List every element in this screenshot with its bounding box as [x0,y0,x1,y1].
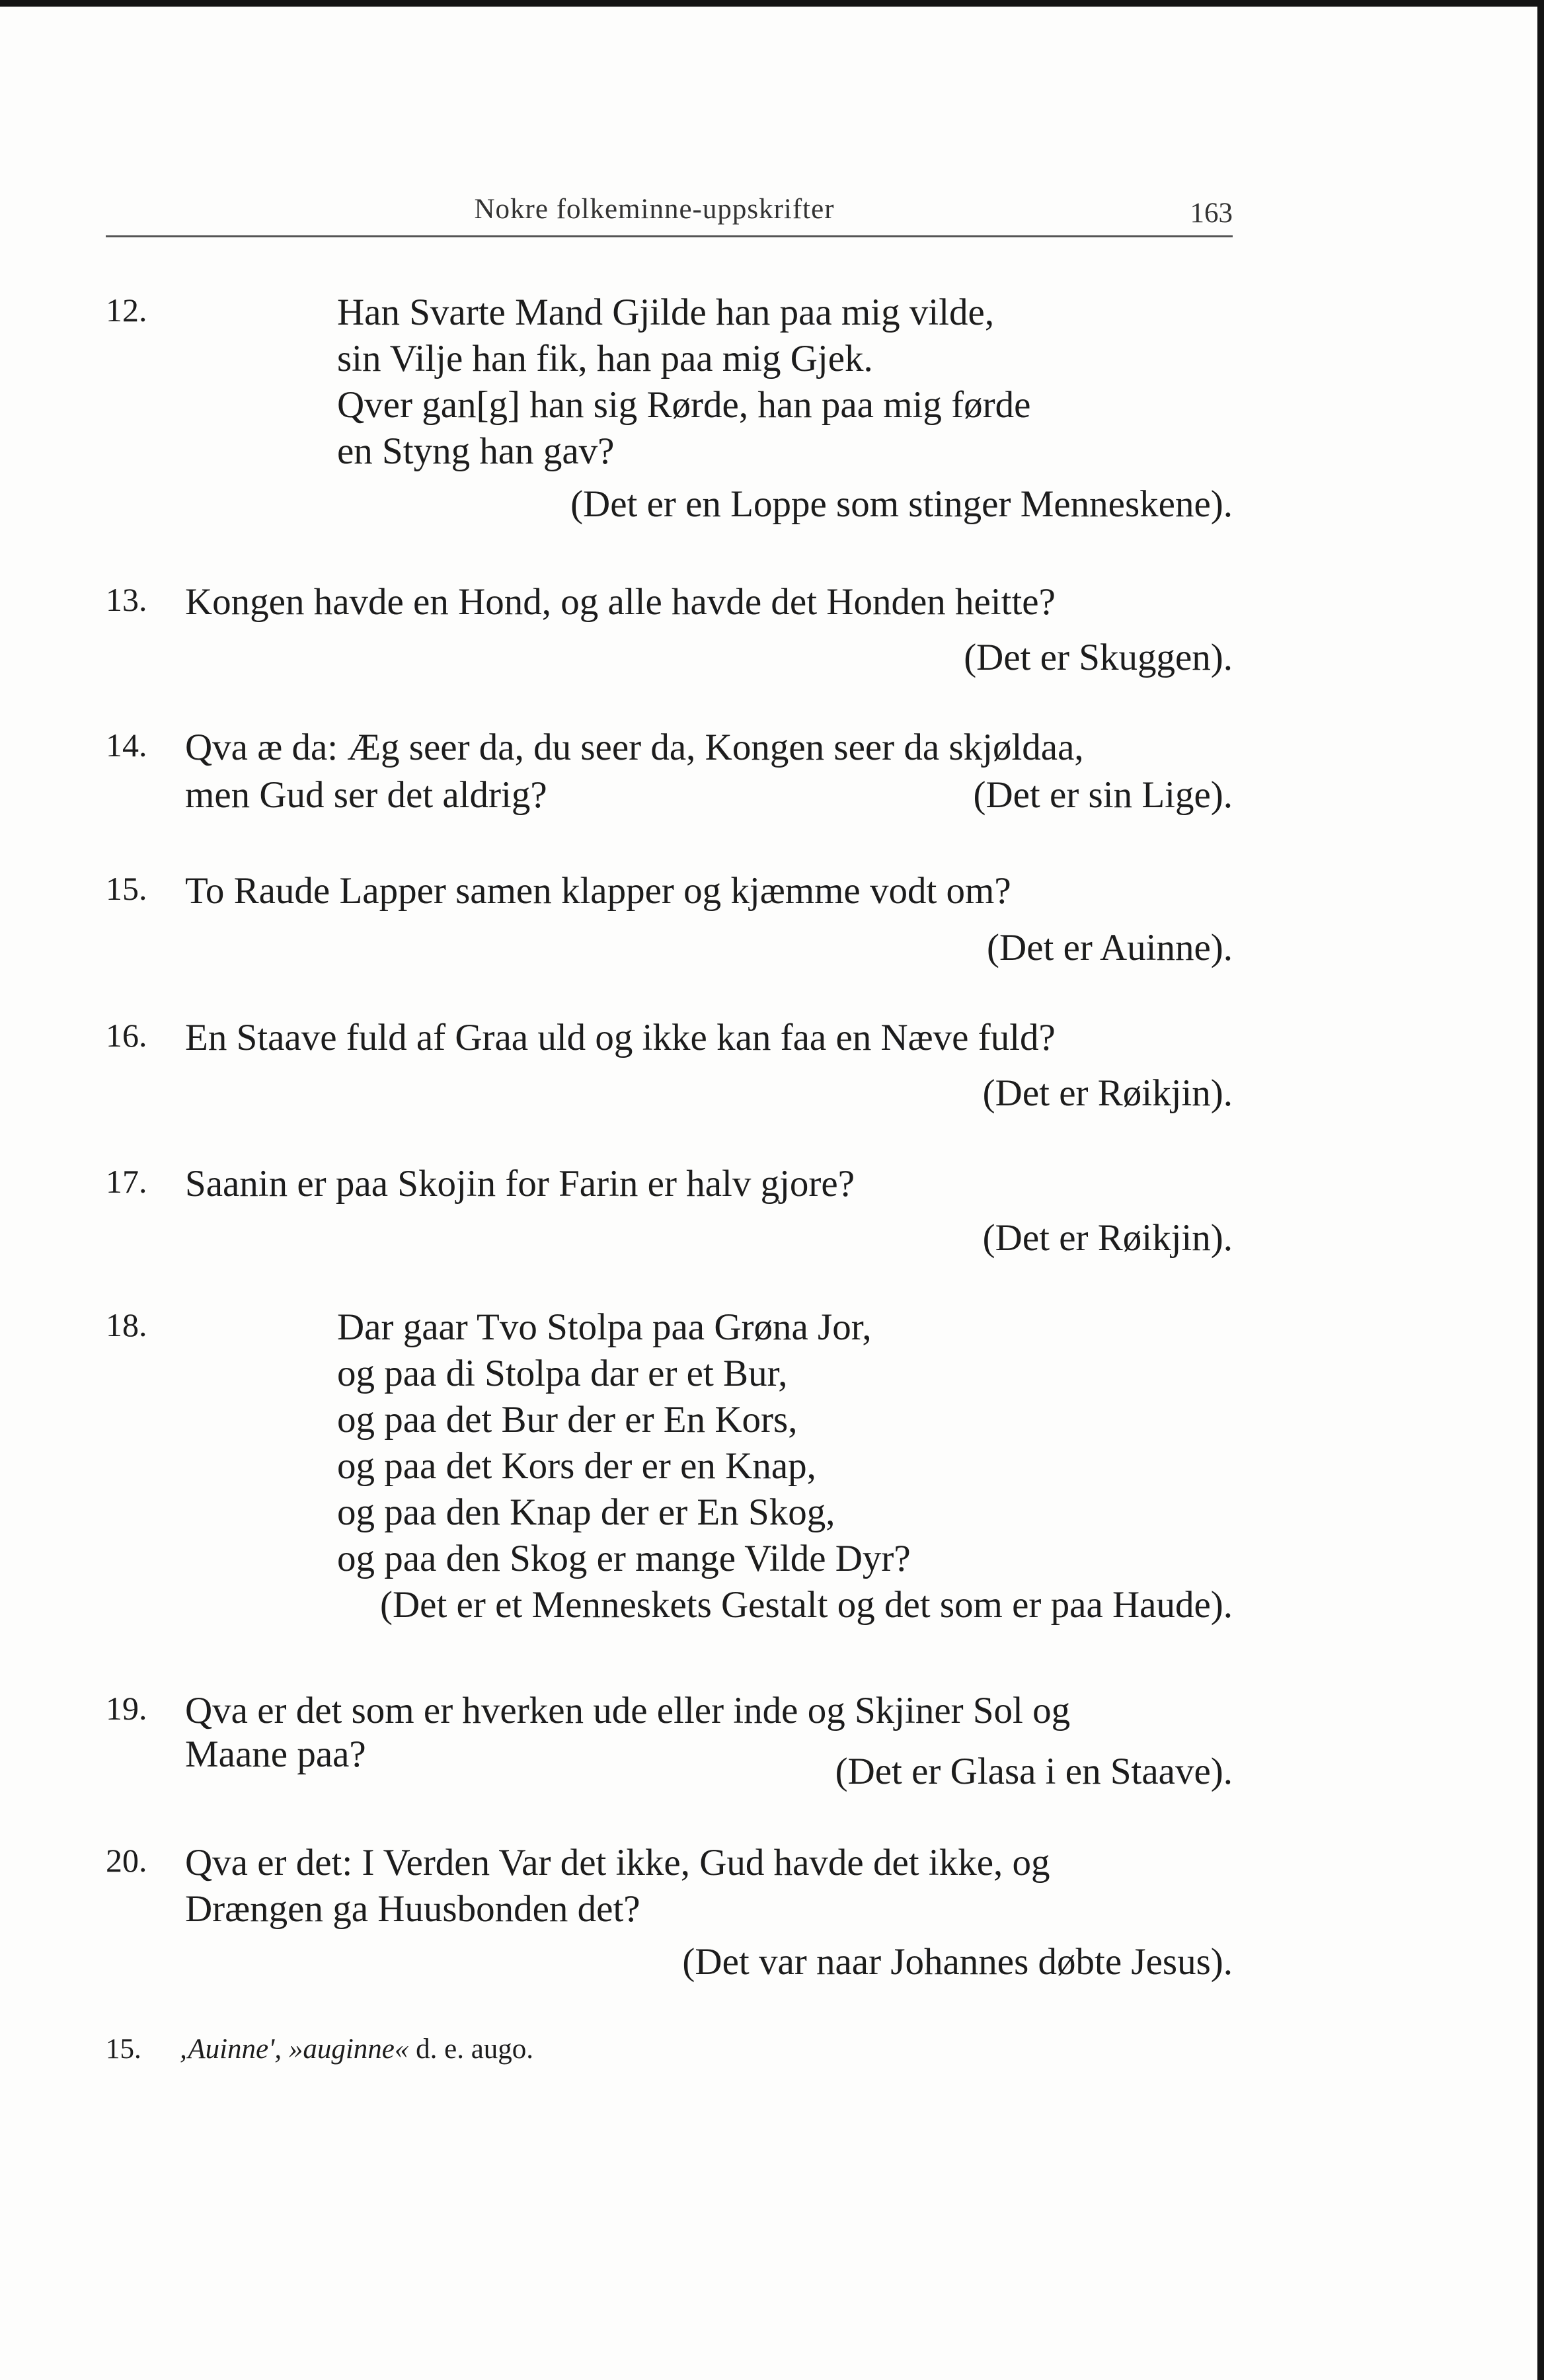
riddle-line: og paa det Bur der er En Kors, [337,1399,798,1441]
riddle-line: Qva æ da: Æg seer da, du seer da, Kongen seer da skjøldaa, [185,727,1084,768]
page-number: 163 [1190,198,1233,229]
riddle-number: 19. [106,1690,147,1727]
riddle-line: Saanin er paa Skojin for Farin er halv gjore? [185,1163,855,1205]
riddle-line: og paa den Skog er mange Vilde Dyr? [337,1538,911,1579]
riddle-18 [106,1306,1233,1649]
riddle-number: 18. [106,1306,147,1343]
riddle-line: Qva er det: I Verden Var det ikke, Gud havde det ikke, og [185,1842,1050,1884]
riddle-19 [106,1689,1233,1795]
riddle-15 [106,869,1233,975]
riddle-line: sin Vilje han fik, han paa mig Gjek. [337,338,873,379]
riddle-line: Dar gaar Tvo Stolpa paa Grøna Jor, [337,1306,872,1348]
riddle-line: men Gud ser det aldrig? [185,774,547,816]
riddle-number: 16. [106,1017,147,1054]
riddle-line: Han Svarte Mand Gjilde han paa mig vilde, [337,292,995,333]
riddle-14 [106,726,1233,832]
riddle-answer: (Det er en Loppe som stinger Menneskene). [570,483,1233,525]
running-header-title: Nokre folkeminne-uppskrifter [474,194,835,225]
riddle-answer: (Det er et Menneskets Gestalt og det som er paa Haude). [380,1584,1233,1626]
riddle-number: 15. [106,870,147,907]
riddle-16 [106,1016,1233,1122]
riddle-line: og paa di Stolpa dar er et Bur, [337,1353,788,1394]
riddle-20 [106,1841,1233,1993]
riddle-number: 14. [106,727,147,764]
riddle-line: Qver gan[g] han sig Rørde, han paa mig førde [337,384,1031,426]
scan-edge-right [1537,0,1544,2380]
running-header [106,193,1233,233]
footnote-term: ‚Auinne', [178,2034,282,2065]
riddle-line: og paa den Knap der er En Skog, [337,1491,835,1533]
footnote-number: 15. [106,2034,141,2065]
riddle-answer: (Det er Skuggen). [964,637,1233,678]
riddle-answer: (Det er Røikjin). [982,1072,1233,1114]
riddle-17 [106,1162,1233,1268]
riddle-number: 17. [106,1163,147,1200]
footnote-gloss: d. e. augo. [416,2034,534,2065]
riddle-number: 20. [106,1842,147,1879]
riddle-12 [106,291,1233,529]
riddle-answer: (Det er Røikjin). [982,1217,1233,1259]
riddle-line: en Styng han gav? [337,430,615,472]
riddle-answer: (Det er sin Lige). [973,774,1233,816]
riddle-13 [106,580,1233,686]
header-rule [106,235,1233,237]
riddle-answer: (Det er Glasa i en Staave). [835,1751,1233,1792]
riddle-answer: (Det er Auinne). [987,927,1233,969]
riddle-line: Maane paa? [185,1733,366,1775]
riddle-line: Drængen ga Huusbonden det? [185,1888,640,1930]
riddle-answer: (Det var naar Johannes døbte Jesus). [682,1941,1233,1983]
riddle-number: 13. [106,581,147,618]
riddle-number: 12. [106,292,147,329]
scan-edge-top [0,0,1544,7]
riddle-line: Kongen havde en Hond, og alle havde det Honden heitte? [185,581,1056,623]
riddle-line: To Raude Lapper samen klapper og kjæmme vodt om? [185,870,1011,912]
riddle-line: og paa det Kors der er en Knap, [337,1445,816,1487]
riddle-line: Qva er det som er hverken ude eller inde og Skjiner Sol og [185,1690,1071,1731]
footnote-text [178,2033,533,2065]
footnote-form: »auginne« [288,2034,409,2065]
riddle-line: En Staave fuld af Graa uld og ikke kan faa en Næve fuld? [185,1017,1056,1058]
